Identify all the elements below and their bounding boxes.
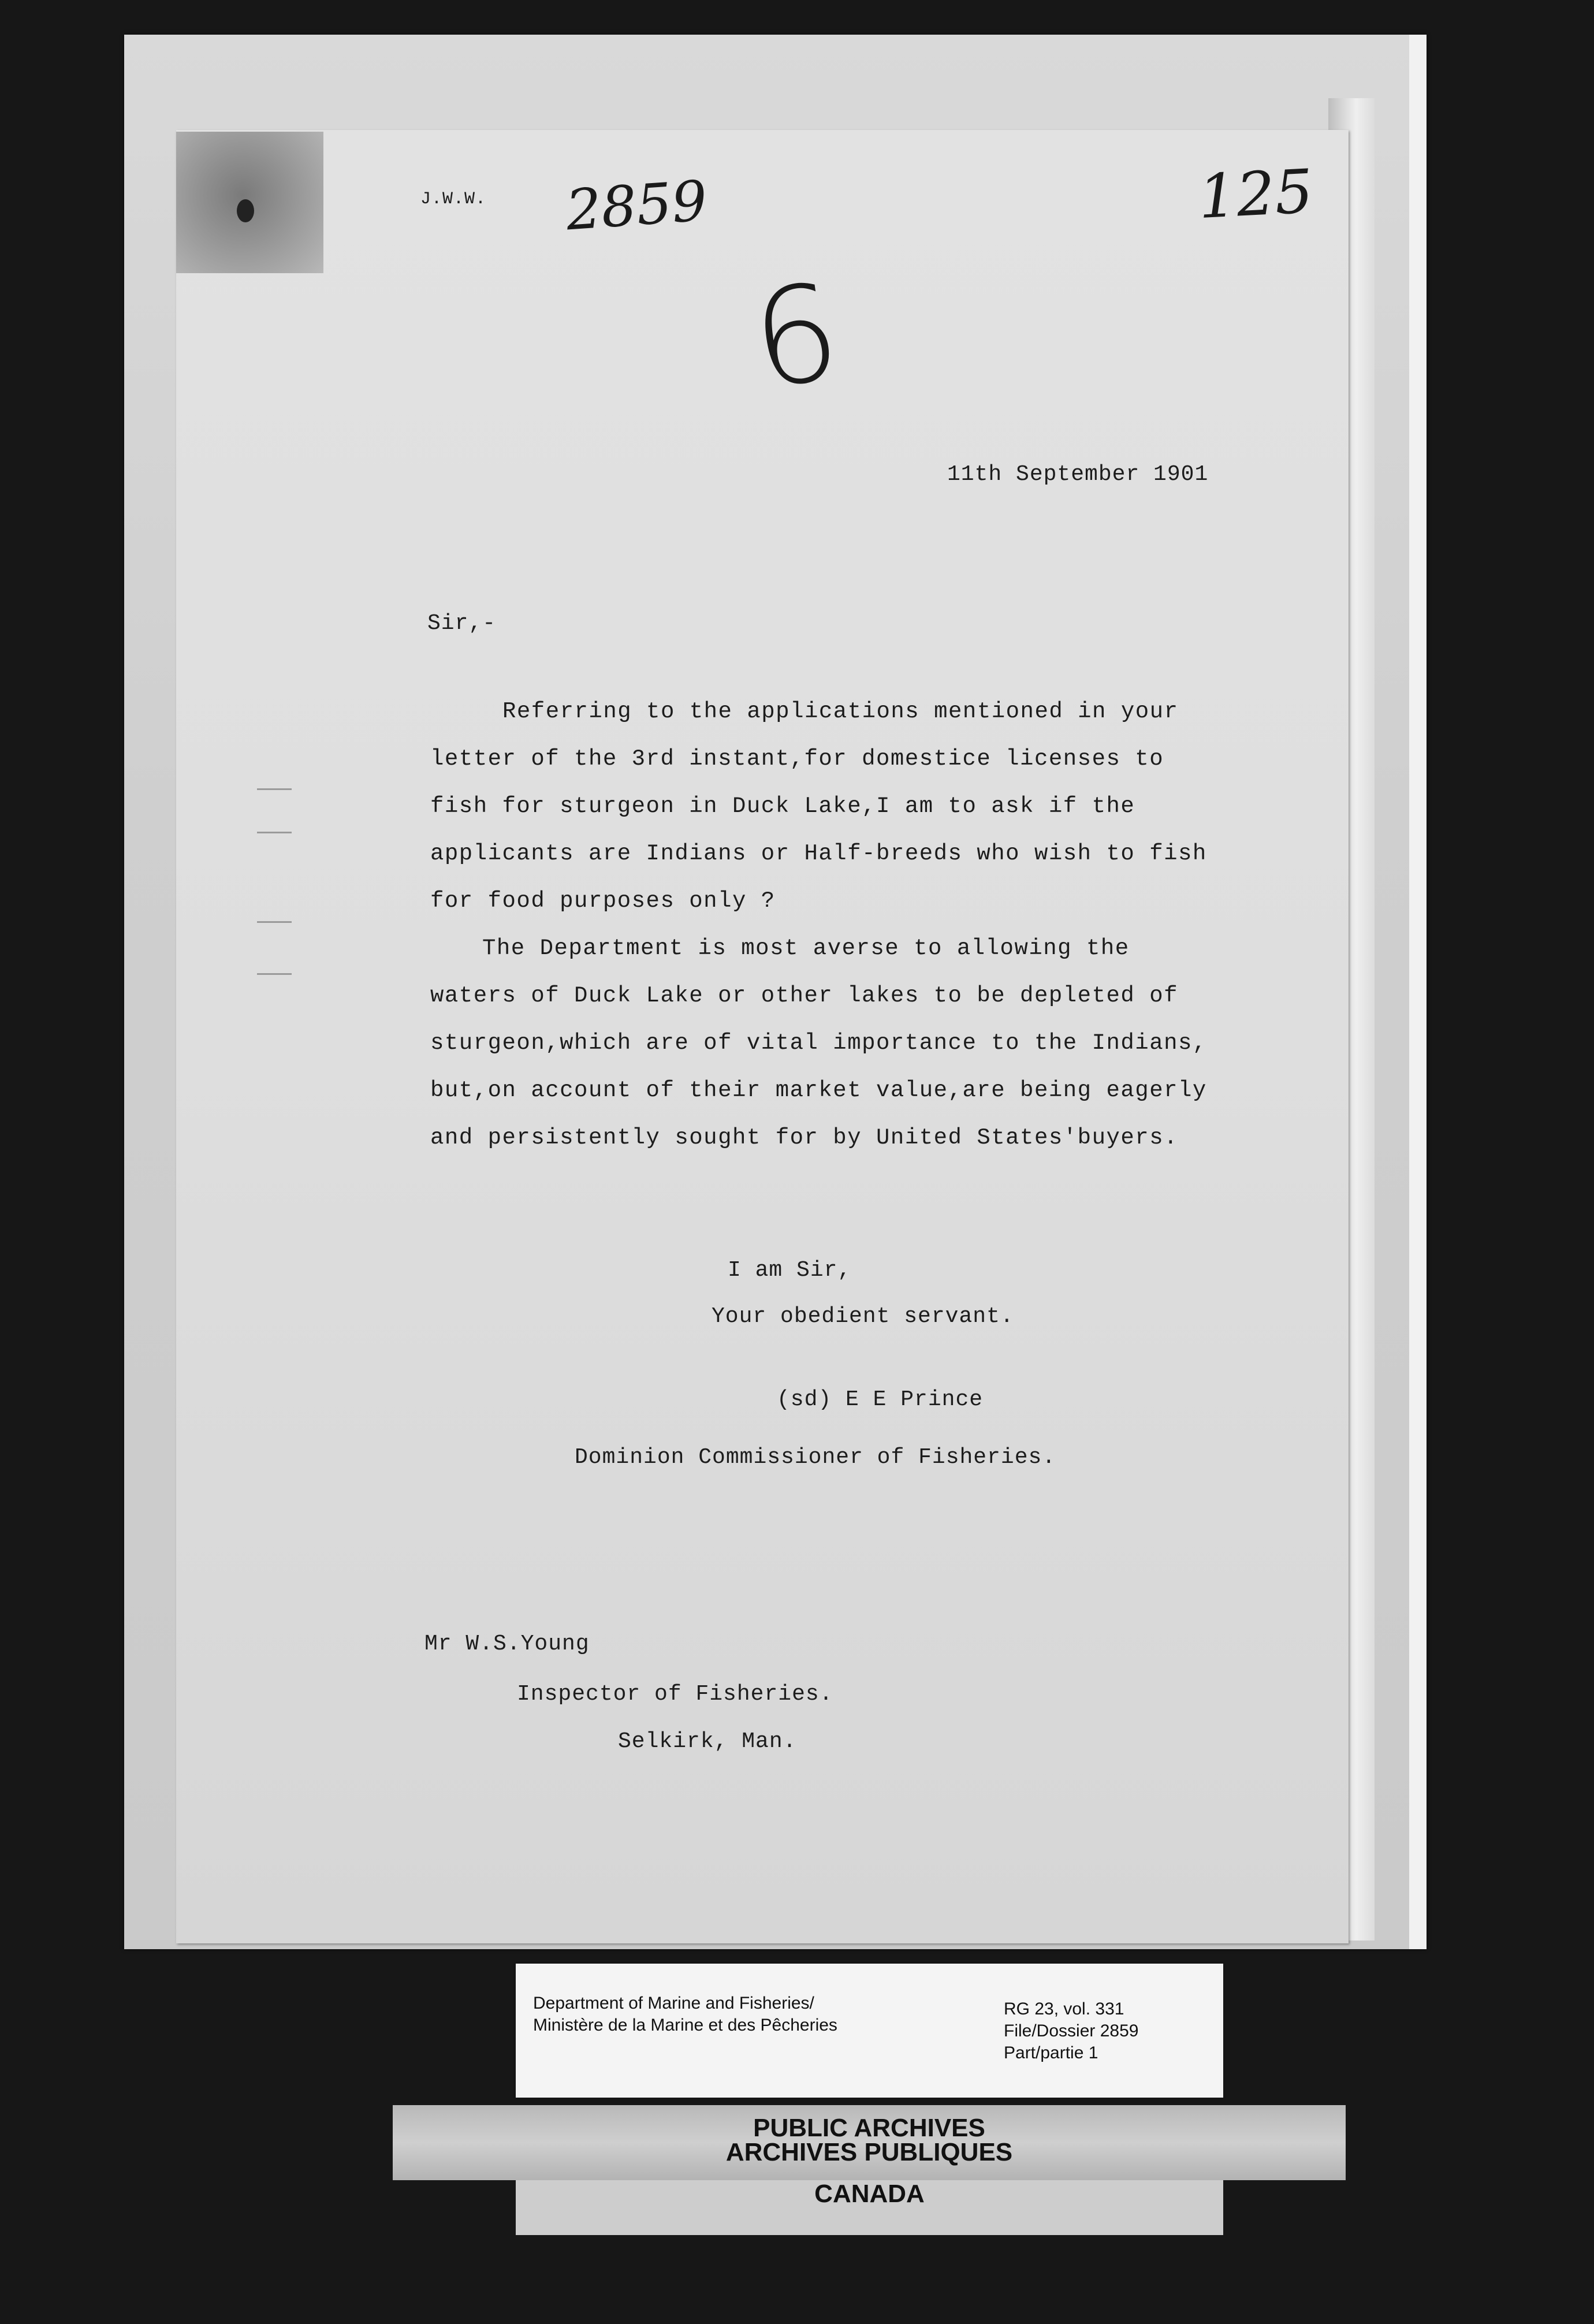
body-line: sturgeon,which are of vital importance to the Indians, [430, 1030, 1207, 1056]
part-partie: Part/partie 1 [1004, 2043, 1098, 2062]
department-fr: Ministère de la Marine et des Pêcheries [533, 2016, 837, 2035]
body-line: waters of Duck Lake or other lakes to be depleted of [430, 983, 1178, 1008]
margin-tick [257, 921, 292, 923]
addressee-title: Inspector of Fisheries. [517, 1682, 833, 1707]
body-line: and persistently sought for by United States'buyers. [430, 1125, 1178, 1150]
department-en: Department of Marine and Fisheries/ [533, 1994, 814, 2013]
record-group: RG 23, vol. 331 [1004, 1999, 1124, 2018]
archive-label-card [516, 1964, 1223, 2098]
large-numeral-handwritten: 6 [743, 255, 849, 419]
file-number-handwritten: 2859 [564, 168, 709, 243]
addressee-place: Selkirk, Man. [618, 1729, 797, 1754]
body-line: applicants are Indians or Half-breeds who wish to fish [430, 841, 1207, 866]
file-dossier: File/Dossier 2859 [1004, 2021, 1139, 2040]
body-line: letter of the 3rd instant,for domestice licenses to [430, 746, 1164, 772]
letter-date: 11th September 1901 [947, 462, 1209, 487]
page-number-handwritten: 125 [1196, 155, 1315, 233]
body-line: for food purposes only ? [430, 888, 776, 914]
signature: (sd) E E Prince [777, 1387, 984, 1412]
stamp-line-3: CANADA [814, 2180, 925, 2208]
body-line: The Department is most averse to allowing the [482, 936, 1130, 961]
signatory-title: Dominion Commissioner of Fisheries. [575, 1445, 1056, 1470]
archive-stamp-lower [516, 2180, 1223, 2235]
archive-stamp [393, 2105, 1346, 2180]
margin-tick [257, 832, 292, 833]
stamp-line-1: PUBLIC ARCHIVES [753, 2114, 985, 2142]
body-line: fish for sturgeon in Duck Lake,I am to ask if the [430, 794, 1135, 819]
closing-line-2: Your obedient servant. [712, 1304, 1014, 1329]
salutation: Sir,- [427, 611, 497, 636]
body-line: Referring to the applications mentioned in your [502, 699, 1179, 724]
margin-tick [257, 788, 292, 790]
body-line: but,on account of their market value,are being eagerly [430, 1078, 1207, 1103]
stamp-line-2: ARCHIVES PUBLIQUES [725, 2138, 1013, 2166]
initials: J.W.W. [420, 189, 487, 209]
staple-hole [237, 199, 254, 222]
closing-line-1: I am Sir, [728, 1258, 852, 1283]
margin-tick [257, 973, 292, 975]
addressee-name: Mr W.S.Young [424, 1632, 590, 1656]
